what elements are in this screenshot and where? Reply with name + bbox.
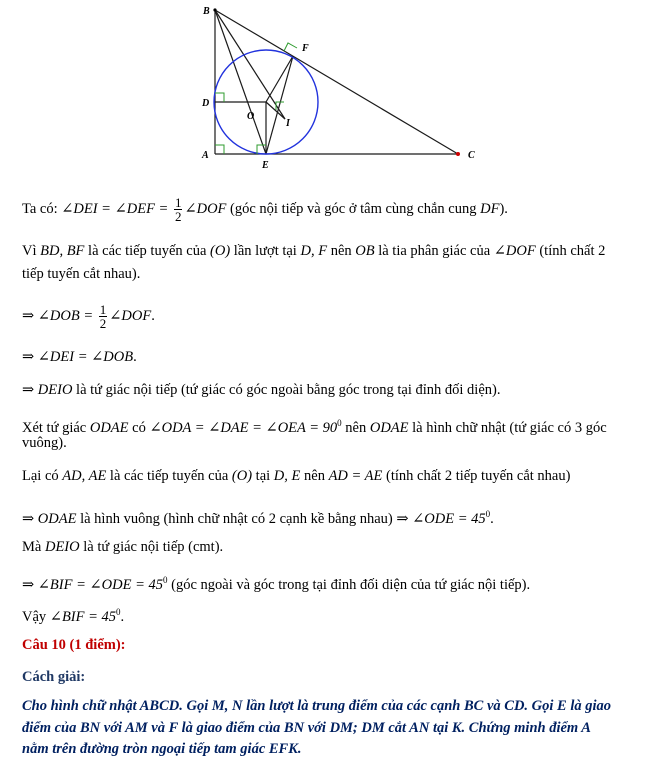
math-dei-def: ∠DEI = ∠DEF = xyxy=(61,200,172,217)
text-vi: Vì xyxy=(22,243,41,259)
text-end: ). xyxy=(499,200,508,217)
right-angle-f xyxy=(284,43,297,51)
text-co: có xyxy=(128,419,150,436)
fraction-half xyxy=(99,303,108,330)
text-ta-co: Ta có: xyxy=(22,200,62,217)
question-10-heading: Câu 10 (1 điểm): xyxy=(22,637,126,653)
proof-line-4 xyxy=(22,303,634,330)
segment-of xyxy=(266,56,293,102)
text-tiep-tuyen: là các tiếp tuyến của xyxy=(106,468,232,484)
text-xet: Xét tứ giác xyxy=(22,419,90,436)
point-label-i: I xyxy=(286,118,290,129)
text-vuong: vuông). xyxy=(22,435,67,451)
text-period: . xyxy=(120,608,125,625)
numerator: 1 xyxy=(99,302,107,317)
math-o: (O) xyxy=(231,468,253,484)
geometry-figure xyxy=(190,2,490,170)
problem-line-2: điểm của BN với AM và F là giao điểm của BN với DM; DM cắt AN tại K. Chứng minh điểm A xyxy=(22,720,591,736)
math-dob: ⇒ ∠DOB = xyxy=(22,307,97,324)
text-tiep-tuyen: là các tiếp tuyến của xyxy=(84,243,211,259)
point-dot-c xyxy=(456,152,460,156)
degree-sup: 0 xyxy=(337,418,342,428)
math-dof: ∠DOF xyxy=(109,307,152,324)
text-nen: nên xyxy=(300,468,329,484)
text-nen: nên xyxy=(341,419,370,436)
point-label-c: C xyxy=(468,150,475,161)
math-dof: ∠DOF xyxy=(184,200,227,217)
math-angles-90: ∠ODA = ∠DAE = ∠OEA = 90 xyxy=(149,419,338,436)
math-deio: DEIO xyxy=(37,382,73,398)
fraction-half xyxy=(174,196,183,223)
proof-line-11 xyxy=(22,538,634,557)
math-bif-ode: ⇒ ∠BIF = ∠ODE = 45 xyxy=(22,576,163,593)
proof-line-5 xyxy=(22,348,634,367)
text-tiep-tuyen-cat-nhau: tiếp tuyến cắt nhau). xyxy=(22,266,141,282)
text-tu-giac-noi-tiep: là tứ giác nội tiếp (tứ giác có góc ngoài bằng góc trong tại đỉnh đối diện). xyxy=(72,382,501,398)
problem-line-3: nằm trên đường tròn ngoại tiếp tam giác EFK. xyxy=(22,741,302,757)
text-vay: Vậy xyxy=(22,608,50,625)
proof-line-13 xyxy=(22,603,634,627)
proof-line-2 xyxy=(22,242,634,261)
text-period: . xyxy=(133,349,137,365)
text-period: . xyxy=(490,510,494,527)
text-goc-noi-tiep: (góc nội tiếp và góc ở tâm cùng chắn cung xyxy=(226,200,481,217)
text-tinh-chat: (tính chất 2 xyxy=(535,243,606,259)
text-tia-phan-giac: là tia phân giác của xyxy=(374,243,494,259)
denominator: 2 xyxy=(99,316,107,331)
point-label-a: A xyxy=(202,150,209,161)
text-goc-ngoai: (góc ngoài và góc trong tại đỉnh đối diện của tứ giác nội tiếp). xyxy=(167,576,531,593)
point-label-o: O xyxy=(247,111,255,122)
degree-sup: 0 xyxy=(116,607,121,617)
math-d-f: D, F xyxy=(300,243,328,259)
math-dof: ∠DOF xyxy=(493,243,536,259)
text-tai: tại xyxy=(252,468,274,484)
right-angle-a xyxy=(215,145,224,154)
proof-line-10 xyxy=(22,505,634,529)
math-ad-eq-ae: AD = AE xyxy=(328,468,383,484)
text-hinh-chu-nhat: là hình chữ nhật (tứ giác có 3 góc xyxy=(408,419,607,436)
proof-line-6 xyxy=(22,381,634,400)
proof-line-9 xyxy=(22,467,634,486)
text-lan-luot: lần lượt tại xyxy=(230,243,301,259)
right-angle-d xyxy=(215,93,224,102)
text-tinh-chat: (tính chất 2 tiếp tuyến cắt nhau) xyxy=(382,468,571,484)
math-bd-bf: BD, BF xyxy=(40,243,85,259)
math-dei-dob: ⇒ ∠DEI = ∠DOB xyxy=(22,349,134,365)
proof-line-8 xyxy=(22,434,634,453)
segment-bc xyxy=(215,10,458,154)
math-d-e: D, E xyxy=(273,468,301,484)
math-ad-ae: AD, AE xyxy=(62,468,107,484)
proof-line-1 xyxy=(22,196,634,223)
problem-line-1: Cho hình chữ nhật ABCD. Gọi M, N lần lượt là trung điểm của các cạnh BC và CD. Gọi E là giao xyxy=(22,698,612,714)
numerator: 1 xyxy=(174,195,182,210)
math-ode-45: ∠ODE = 45 xyxy=(412,510,486,527)
math-ob: OB xyxy=(355,243,375,259)
point-label-f: F xyxy=(302,43,309,54)
segment-bi xyxy=(215,10,285,119)
text-implies: ⇒ xyxy=(22,382,38,398)
math-bif-45: ∠BIF = 45 xyxy=(49,608,117,625)
math-df: DF xyxy=(480,200,500,217)
segment-be xyxy=(215,10,266,154)
text-hinh-vuong: là hình vuông (hình chữ nhật có 2 cạnh kề bằng nhau) ⇒ xyxy=(76,510,413,527)
text-nen: nên xyxy=(327,243,356,259)
text-cmt: là tứ giác nội tiếp (cmt). xyxy=(79,539,224,555)
text-implies: ⇒ xyxy=(22,510,38,527)
degree-sup: 0 xyxy=(485,509,491,519)
point-label-d: D xyxy=(202,98,210,109)
degree-sup: 0 xyxy=(163,575,168,585)
denominator: 2 xyxy=(174,209,182,224)
point-label-e: E xyxy=(262,160,269,170)
point-dot-b xyxy=(213,8,216,11)
math-deio: DEIO xyxy=(44,539,80,555)
text-ma: Mà xyxy=(22,539,45,555)
proof-line-12 xyxy=(22,571,634,595)
text-lai-co: Lại có xyxy=(22,468,63,484)
math-o: (O) xyxy=(210,243,231,259)
math-odae: ODAE xyxy=(89,419,129,436)
proof-line-3 xyxy=(22,265,634,284)
point-label-b: B xyxy=(203,6,210,17)
text-period: . xyxy=(151,307,155,324)
solution-heading: Cách giải: xyxy=(22,669,86,685)
math-odae: ODAE xyxy=(37,510,77,527)
math-odae: ODAE xyxy=(369,419,409,436)
